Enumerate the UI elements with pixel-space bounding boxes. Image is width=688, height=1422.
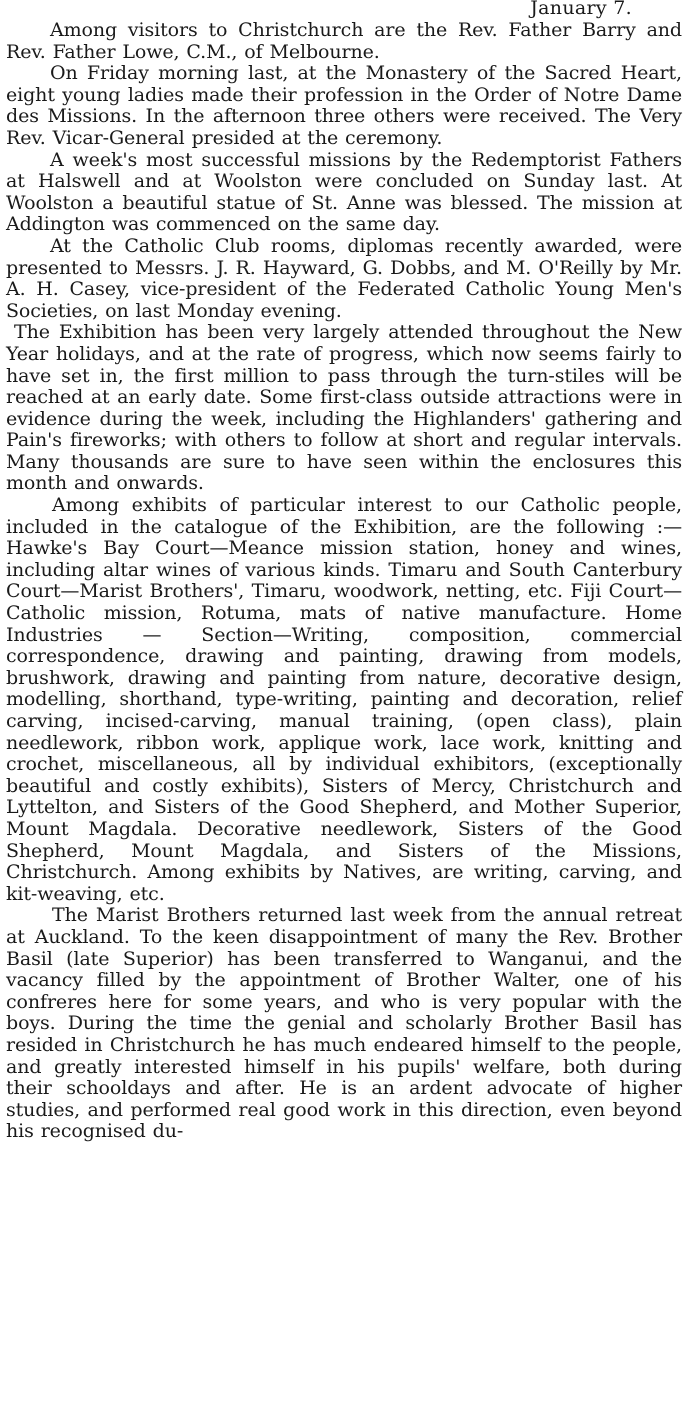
news-column	[6, 20, 682, 1143]
paragraph-profession: On Friday morning last, at the Monastery of the Sacred Heart, eight young ladies made their profession in the Order of Notre Dame des Missions. In the afternoon three others were received. The Very Rev. Vicar-General presided at the ceremony.	[6, 62, 682, 149]
paragraph-exhibits: Among exhibits of particular interest to our Catholic people, included in the catalogue of the Exhibition, are the following :—Hawke's Bay Court—Meance mission station, honey and wines, including altar wines of various kinds. Timaru and South Canterbury Court—Marist Brothers', Timaru, woodwork, netting, etc. Fiji Court—Catholic mission, Rotuma, mats of native manufacture. Home Industries — Section—Writing, composition, commercial correspondence, drawing and painting, drawing from models, brushwork, drawing and painting from nature, decorative design, modelling, shorthand, type-writing, painting and decoration, relief carving, incised-carving, manual training, (open class), plain needlework, ribbon work, applique work, lace work, knitting and crochet, miscellaneous, all by individual exhibitors, (exceptionally beautiful and costly exhibits), Sisters of Mercy, Christchurch and Lyttelton, and Sisters of the Good Shepherd, and Mother Superior, Mount Magdala. Decorative needlework, Sisters of the Good Shepherd, Mount Magdala, and Sisters of the Missions, Christchurch. Among exhibits by Natives, are writing, carving, and kit-weaving, etc.	[6, 494, 682, 905]
paragraph-exhibition: The Exhibition has been very largely attended throughout the New Year holidays, and at the rate of progress, which now seems fairly to have set in, the first million to pass through the turn-stiles will be reached at an early date. Some first-class outside attractions were in evidence during the week, including the Highlanders' gathering and Pain's fireworks; with others to follow at short and regular intervals. Many thousands are sure to have seen within the enclosures this month and onwards.	[6, 321, 682, 495]
paragraph-visitors: Among visitors to Christchurch are the Rev. Father Barry and Rev. Father Lowe, C.M., of Melbourne.	[6, 19, 682, 63]
paragraph-missions: A week's most successful missions by the Redemptorist Fathers at Halswell and at Woolston were concluded on Sunday last. At Woolston a beautiful statue of St. Anne was blessed. The mission at Addington was commenced on the same day.	[6, 148, 682, 236]
paragraph-diplomas: At the Catholic Club rooms, diplomas recently awarded, were presented to Messrs. J. R. Hayward, G. Dobbs, and M. O'Reilly by Mr. A. H. Casey, vice-president of the Federated Catholic Young Men's Societies, on last Monday evening.	[6, 234, 682, 322]
issue-date: January 7.	[530, 0, 632, 19]
paragraph-marist-brothers: The Marist Brothers returned last week from the annual retreat at Auckland. To the keen disappointment of many the Rev. Brother Basil (late Superior) has been transferred to Wanganui, and the vacancy filled by the appointment of Brother Walter, one of his confreres here for some years, and who is very popular with the boys. During the time the genial and scholarly Brother Basil has resided in Christchurch he has much endeared himself to the people, and greatly interested himself in his pupils' welfare, both during their schooldays and after. He is an ardent advocate of higher studies, and performed real good work in this direction, even beyond his recognised du-	[6, 904, 682, 1143]
